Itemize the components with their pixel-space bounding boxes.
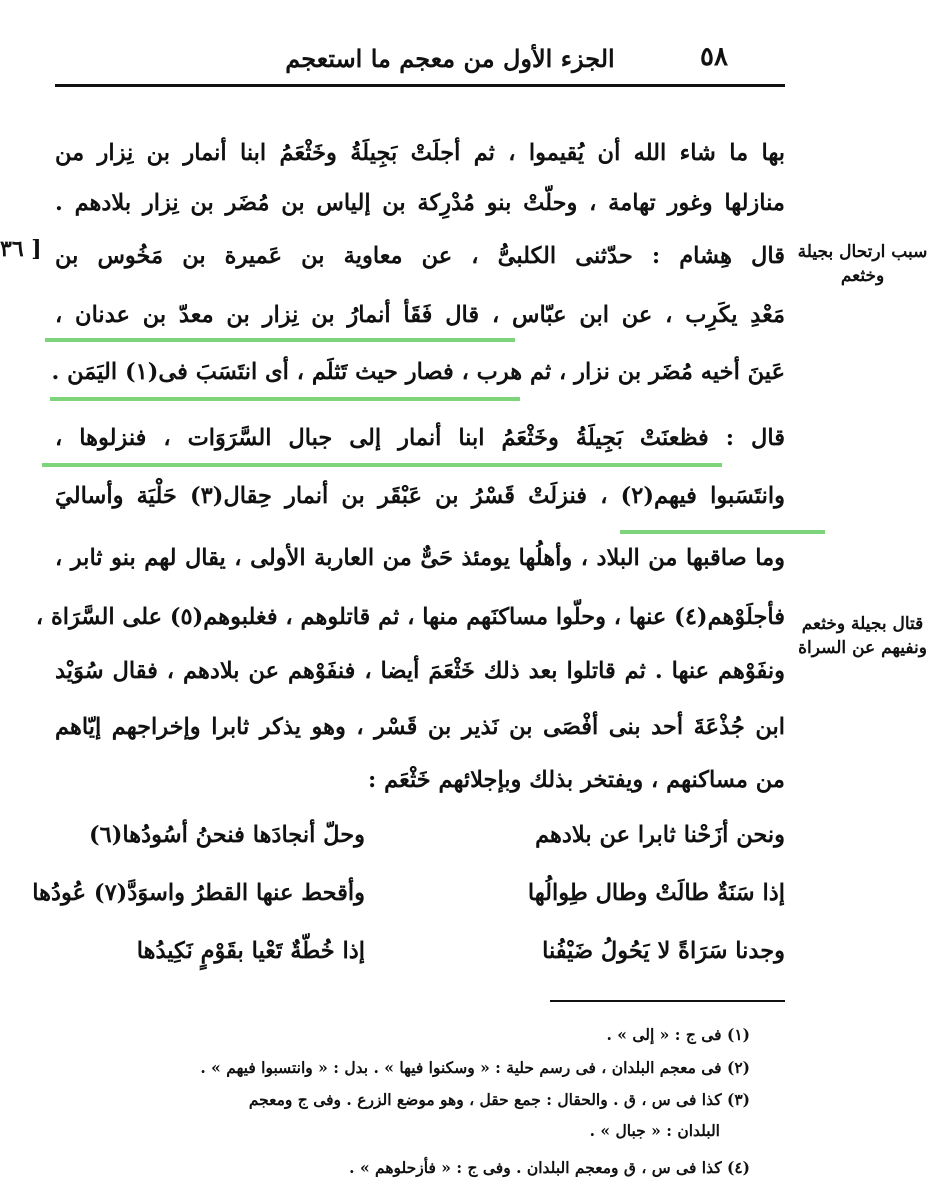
body-line: بها ما شاء الله أن يُقيموا ، ثم أجلَتْ بَجِيلَةُ وخَثْعَمُ ابنا أنمار بن نِزار من xyxy=(55,140,785,166)
body-line: وما صاقبها من البلاد ، وأهلُها يومئذ حَىٌّ من العاربة الأولى ، يقال لهم بنو ثابر ، xyxy=(55,545,785,571)
footnote: (٤) كذا فى س ، ق ومعجم البلدان . وفى ج : « فأزحلوهم » . xyxy=(349,1158,750,1177)
running-header-title: الجزء الأول من معجم ما استعجم xyxy=(285,44,615,73)
verse-second-hemistich: إذا خُطّةٌ تَعْيا بقَوْمٍ نَكِيدُها xyxy=(136,938,365,964)
verse-line xyxy=(55,938,785,978)
bracket-reference: [ ٣٦ xyxy=(0,236,42,262)
body-line: ابن جُذْعَةَ أحد بنى أفْصَى بن نَذير بن قَسْر ، وهو يذكر ثابرا وإخراجهم إيّاهم xyxy=(55,714,785,740)
marginal-note: قتال بجيلة وخثعم ونفيهم عن السراة xyxy=(798,614,927,658)
body-line: ونفَوْهم عنها . ثم قاتلوا بعد ذلك خَثْعَمَ أيضا ، فنفَوْهم عن بلادهم ، فقال سُوَيْد xyxy=(55,658,785,684)
verse-line xyxy=(55,822,785,862)
verse-first-hemistich: وجدنا سَرَاةً لا يَحُولُ ضَيْفُنا xyxy=(542,938,785,964)
highlight-underline xyxy=(45,338,515,342)
verse-first-hemistich: إذا سَنَةٌ طالَتْ وطال طِوالُها xyxy=(527,880,785,906)
footnote: البلدان : « جبال » . xyxy=(589,1121,720,1140)
verse-second-hemistich: وحلّ أنجادَها فنحنُ أسُودُها(٦) xyxy=(88,822,365,848)
highlight-underline xyxy=(50,397,520,401)
body-line: فأجلَوْهم(٤) عنها ، وحلّوا مساكنَهم منها ، ثم قاتلوهم ، فغلبوهم(٥) على السَّرَاة ، xyxy=(35,604,785,630)
body-line: من مساكنهم ، ويفتخر بذلك وبإجلائهم خَثْعَم : xyxy=(368,767,785,793)
page-number: ٥٨ xyxy=(700,42,728,72)
body-line: مَعْدِ يكَرِب ، عن ابن عبّاس ، قال فَقَأ أنمارُ بن نِزار بن معدّ بن عدنان ، xyxy=(55,302,785,328)
footnote: (٢) فى معجم البلدان ، فى رسم حلية : « وسكنوا فيها » . بدل : « وانتسبوا فيهم » . xyxy=(200,1058,750,1077)
body-line: وانتَسَبوا فيهم(٢) ، فنزلَتْ قَسْرُ بن عَبْقَر بن أنمار حِقال(٣) حَلْيَة وأساليَ xyxy=(55,483,785,509)
verse-second-hemistich: وأقحط عنها القطرُ واسوَدَّ(٧) عُودُها xyxy=(32,880,365,906)
verse-line xyxy=(32,880,785,920)
footnote: (١) فى ج : « إلى » . xyxy=(606,1025,750,1044)
body-line: عَينَ أخيه مُضَر بن نزار ، ثم هرب ، فصار حيث تَثلَم ، أى انتَسَبَ فى(١) اليَمَن . xyxy=(51,359,785,385)
body-line: منازلها وغور تهامة ، وحلّتْ بنو مُدْرِكة بن إلياس بن مُضَر بن نِزار بلادهم . xyxy=(55,190,785,216)
highlight-underline xyxy=(42,463,722,467)
verse-first-hemistich: ونحن أزَحْنا ثابرا عن بلادهم xyxy=(535,822,785,848)
footnote-rule xyxy=(550,1000,785,1002)
body-line: قال هِشام : حدّثنى الكلبىُّ ، عن معاوية بن عَميرة بن مَخُوس بن xyxy=(55,243,785,269)
body-line: قال : فظعنَتْ بَجِيلَةُ وخَثْعَمُ ابنا أنمار إلى جبال السَّرَوَات ، فنزلوها ، xyxy=(55,425,785,451)
header-rule xyxy=(55,84,785,87)
highlight-underline xyxy=(620,530,825,534)
marginal-note: سبب ارتحال بجيلة وخثعم xyxy=(797,242,928,286)
footnote: (٣) كذا فى س ، ق . والحقال : جمع حقل ، وهو موضع الزرع . وفى ج ومعجم xyxy=(248,1090,750,1109)
